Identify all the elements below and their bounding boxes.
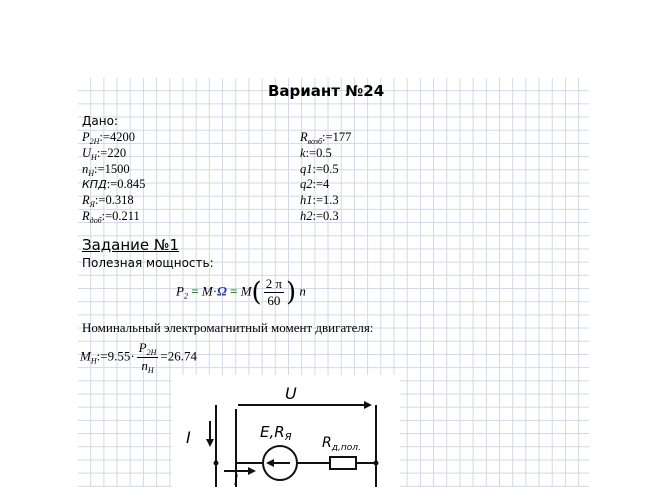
- resistor-box: [330, 457, 356, 469]
- junction-left: [214, 461, 219, 466]
- armature-sub: Я: [284, 432, 292, 443]
- formula2-lhs: M: [80, 348, 91, 364]
- power-formula: [176, 276, 306, 309]
- formula1-dot: ·: [212, 283, 218, 299]
- given-value: 0.318: [105, 193, 134, 208]
- given-left-row: [82, 130, 135, 146]
- given-symbol: R: [82, 209, 90, 223]
- voltage-arrow-head: [364, 401, 372, 409]
- motor-arrow-head: [266, 459, 274, 467]
- assign-operator: :=: [312, 209, 324, 223]
- voltage-label: U: [285, 384, 297, 403]
- given-value: 0.845: [117, 177, 146, 192]
- resistor-label: [322, 435, 361, 453]
- given-right-row: [300, 162, 339, 178]
- junction-right: [374, 461, 379, 466]
- assign-operator: :=: [101, 209, 113, 223]
- formula1-denominator: 60: [267, 293, 281, 308]
- assign-operator: :=: [99, 130, 110, 144]
- circuit-diagram: [172, 375, 400, 487]
- given-value: 0.211: [112, 209, 140, 223]
- given-symbol: R: [82, 193, 90, 208]
- moment-label: Номинальный электромагнитный момент двигателя:: [82, 320, 374, 335]
- given-symbol: h1: [300, 193, 313, 208]
- given-right-row: [300, 146, 332, 162]
- given-left-row: [82, 209, 140, 225]
- formula2-assign: :=: [96, 348, 108, 364]
- formula1-lhs-sub: 2: [183, 291, 188, 301]
- useful-power-label: Полезная мощность:: [82, 256, 214, 270]
- given-value: 4: [323, 177, 330, 192]
- given-value: 4200: [109, 130, 135, 144]
- given-symbol: P: [82, 130, 90, 144]
- given-value: 220: [107, 145, 127, 160]
- formula1-eq-2: =: [230, 283, 238, 299]
- task-heading: Задание №1: [82, 236, 180, 254]
- given-value: 0.3: [323, 209, 339, 223]
- formula1-lhs: P: [176, 283, 184, 299]
- given-symbol: q2: [300, 177, 313, 192]
- given-symbol: k: [300, 145, 306, 160]
- assign-operator: :=: [322, 130, 333, 144]
- formula1-numerator: 2 π: [265, 276, 283, 291]
- formula1-omega: Ω: [217, 283, 227, 299]
- given-value: 0.5: [323, 161, 339, 176]
- given-left-row: [82, 162, 130, 178]
- formula1-m-1: M: [201, 283, 213, 299]
- worksheet-page: [78, 78, 589, 487]
- given-left-row: [82, 146, 126, 162]
- right-paren: ): [286, 277, 297, 308]
- resistor-text: R: [322, 435, 332, 451]
- assign-operator: :=: [312, 161, 324, 176]
- given-right-row: [300, 130, 351, 146]
- moment-formula: [80, 340, 197, 375]
- given-right-row: [300, 209, 339, 225]
- current-bottom-label: I: [234, 473, 239, 487]
- circuit-svg: [172, 375, 400, 487]
- given-symbol: q1: [300, 161, 313, 176]
- assign-operator: :=: [312, 193, 324, 208]
- given-subscript: 2H: [89, 137, 100, 146]
- given-symbol: КПД: [82, 178, 107, 192]
- formula2-fraction: [137, 340, 159, 375]
- given-symbol: n: [82, 161, 89, 176]
- given-subscript: доб: [89, 216, 102, 225]
- assign-operator: :=: [312, 177, 324, 192]
- resistor-sub: д,пол.: [331, 443, 361, 453]
- formula2-eq: =: [160, 348, 168, 364]
- assign-operator: :=: [305, 145, 317, 160]
- formula2-lhs-sub: H: [90, 356, 97, 366]
- given-value: 177: [332, 130, 352, 144]
- given-left-row: [82, 177, 145, 193]
- assign-operator: :=: [106, 177, 118, 192]
- given-symbol: U: [82, 145, 92, 160]
- given-subscript: H: [88, 168, 95, 178]
- bottom-current-arrow-head: [248, 467, 256, 475]
- formula2-dot: ·: [130, 348, 135, 364]
- formula2-num-sub: 2H: [146, 348, 157, 357]
- given-subscript: возб: [307, 137, 323, 146]
- given-symbol: R: [300, 130, 308, 144]
- given-symbol: h2: [300, 209, 313, 223]
- formula1-fraction: [264, 276, 284, 309]
- left-paren: (: [251, 277, 262, 308]
- current-left-label: I: [186, 428, 191, 447]
- given-value: 1.3: [323, 193, 339, 208]
- armature-text: E,R: [260, 423, 285, 441]
- formula2-den-sub: H: [147, 366, 154, 375]
- assign-operator: :=: [94, 161, 105, 176]
- current-arrow-head: [206, 439, 214, 447]
- assign-operator: :=: [94, 193, 106, 208]
- formula1-n: n: [299, 283, 306, 299]
- given-subscript: H: [91, 152, 97, 162]
- formula2-den: n: [141, 358, 148, 373]
- page-title: Вариант №24: [268, 82, 385, 100]
- formula2-result: 26.74: [167, 348, 197, 364]
- formula1-eq-1: =: [191, 283, 199, 299]
- formula2-coef: 9.55: [107, 348, 131, 364]
- formula1-m-2: M: [240, 283, 252, 299]
- given-value: 1500: [104, 161, 130, 176]
- armature-label: [260, 423, 292, 443]
- given-value: 0.5: [316, 145, 332, 160]
- given-right-row: [300, 193, 339, 209]
- given-subscript: Я: [89, 200, 95, 210]
- given-left-row: [82, 193, 134, 209]
- given-right-row: [300, 177, 329, 193]
- formula2-num: P: [138, 340, 147, 355]
- assign-operator: :=: [96, 145, 108, 160]
- given-label: Дано:: [82, 114, 118, 128]
